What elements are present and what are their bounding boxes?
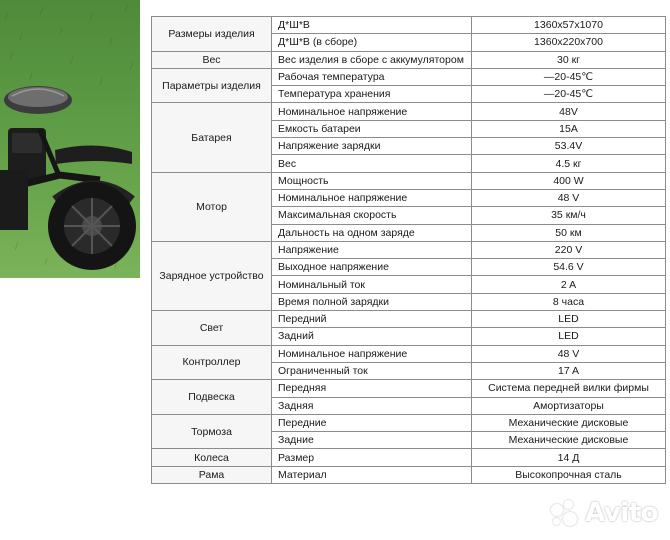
parameter-cell: Время полной зарядки — [272, 293, 472, 310]
value-cell: 48V — [472, 103, 666, 120]
category-cell: Вес — [152, 51, 272, 68]
value-cell: 30 кг — [472, 51, 666, 68]
parameter-cell: Выходное напряжение — [272, 259, 472, 276]
parameter-cell: Дальность на одном заряде — [272, 224, 472, 241]
value-cell: 48 V — [472, 189, 666, 206]
value-cell: 2 A — [472, 276, 666, 293]
parameter-cell: Передний — [272, 311, 472, 328]
parameter-cell: Рабочая температура — [272, 68, 472, 85]
category-cell: Батарея — [152, 103, 272, 172]
parameter-cell: Задние — [272, 432, 472, 449]
category-cell: Зарядное устройство — [152, 241, 272, 310]
value-cell: Амортизаторы — [472, 397, 666, 414]
value-cell: 48 V — [472, 345, 666, 362]
parameter-cell: Мощность — [272, 172, 472, 189]
value-cell: 35 км/ч — [472, 207, 666, 224]
parameter-cell: Номинальное напряжение — [272, 189, 472, 206]
category-cell: Свет — [152, 311, 272, 346]
parameter-cell: Емкость батареи — [272, 120, 472, 137]
table-row — [152, 103, 666, 120]
parameter-cell: Температура хранения — [272, 86, 472, 103]
avito-logo-icon — [551, 500, 581, 526]
category-cell: Рама — [152, 466, 272, 483]
table-row — [152, 68, 666, 85]
value-cell: Механические дисковые — [472, 414, 666, 431]
category-cell: Контроллер — [152, 345, 272, 380]
avito-watermark — [551, 498, 658, 528]
value-cell: 50 км — [472, 224, 666, 241]
table-row — [152, 17, 666, 34]
watermark-text: Avito — [585, 498, 658, 528]
parameter-cell: Максимальная скорость — [272, 207, 472, 224]
table-row — [152, 449, 666, 466]
parameter-cell: Материал — [272, 466, 472, 483]
value-cell: 54.6 V — [472, 259, 666, 276]
value-cell: 14 Д — [472, 449, 666, 466]
value-cell: 1360x220x700 — [472, 34, 666, 51]
category-cell: Колеса — [152, 449, 272, 466]
category-cell: Размеры изделия — [152, 17, 272, 52]
category-cell: Параметры изделия — [152, 68, 272, 103]
parameter-cell: Номинальное напряжение — [272, 345, 472, 362]
parameter-cell: Д*Ш*В — [272, 17, 472, 34]
value-cell: 1360x57x1070 — [472, 17, 666, 34]
value-cell: 8 часа — [472, 293, 666, 310]
table-row — [152, 466, 666, 483]
parameter-cell: Вес изделия в сборе с аккумулятором — [272, 51, 472, 68]
table-row — [152, 172, 666, 189]
category-cell: Тормоза — [152, 414, 272, 449]
parameter-cell: Задний — [272, 328, 472, 345]
parameter-cell: Ограниченный ток — [272, 362, 472, 379]
parameter-cell: Номинальное напряжение — [272, 103, 472, 120]
parameter-cell: Д*Ш*В (в сборе) — [272, 34, 472, 51]
value-cell: 15A — [472, 120, 666, 137]
parameter-cell: Номинальный ток — [272, 276, 472, 293]
table-row — [152, 414, 666, 431]
product-photo — [0, 0, 140, 278]
table-row — [152, 51, 666, 68]
table-row — [152, 345, 666, 362]
value-cell: —20-45℃ — [472, 68, 666, 85]
value-cell: —20-45℃ — [472, 86, 666, 103]
value-cell: LED — [472, 328, 666, 345]
parameter-cell: Вес — [272, 155, 472, 172]
value-cell: 53.4V — [472, 138, 666, 155]
parameter-cell: Напряжение зарядки — [272, 138, 472, 155]
scooter-illustration — [0, 0, 140, 278]
value-cell: 17 A — [472, 362, 666, 379]
value-cell: 220 V — [472, 241, 666, 258]
spec-table — [151, 16, 666, 484]
parameter-cell: Размер — [272, 449, 472, 466]
parameter-cell: Передняя — [272, 380, 472, 397]
parameter-cell: Передние — [272, 414, 472, 431]
table-row — [152, 241, 666, 258]
value-cell: Высокопрочная сталь — [472, 466, 666, 483]
table-row — [152, 380, 666, 397]
spec-table-body — [152, 17, 666, 484]
category-cell: Мотор — [152, 172, 272, 241]
value-cell: Система передней вилки фирмы — [472, 380, 666, 397]
parameter-cell: Задняя — [272, 397, 472, 414]
value-cell: 4.5 кг — [472, 155, 666, 172]
parameter-cell: Напряжение — [272, 241, 472, 258]
category-cell: Подвеска — [152, 380, 272, 415]
table-row — [152, 311, 666, 328]
value-cell: Механические дисковые — [472, 432, 666, 449]
value-cell: LED — [472, 311, 666, 328]
value-cell: 400 W — [472, 172, 666, 189]
